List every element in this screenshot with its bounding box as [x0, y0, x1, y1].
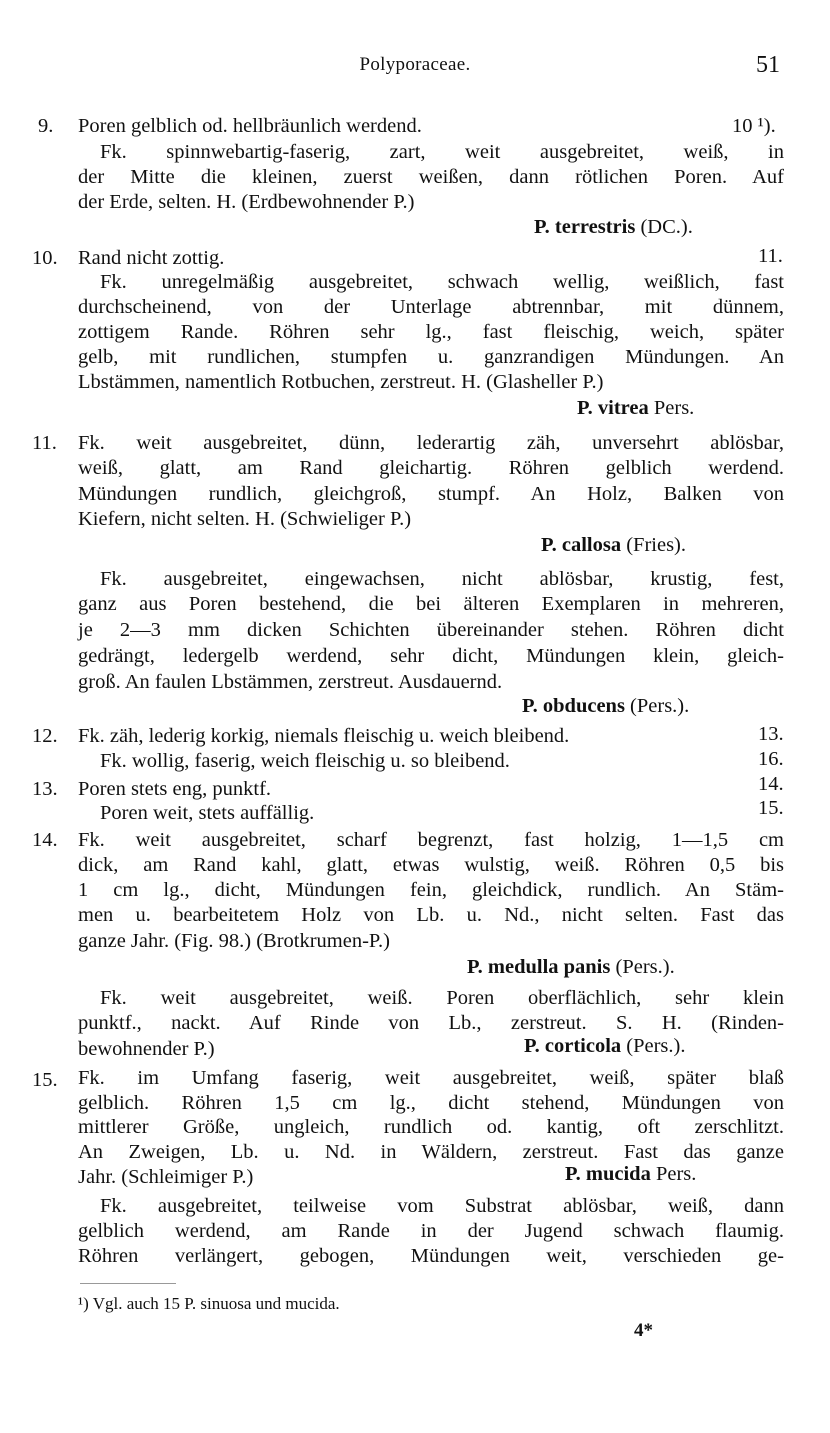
key-lead: Poren gelblich od. hellbräunlich werdend.	[78, 115, 422, 137]
key-number: 13.	[32, 778, 58, 800]
body-line: Röhren verlängert, gebogen, Mündungen weit, verschieden ge-	[78, 1245, 784, 1267]
key-lead: Poren stets eng, punktf.	[78, 778, 272, 800]
key-reference: 13.	[758, 723, 784, 745]
species-name: P. medulla panis (Pers.).	[467, 956, 675, 978]
body-line: Fk. ausgebreitet, eingewachsen, nicht ablösbar, krustig, fest,	[100, 568, 784, 590]
footnote: ¹) Vgl. auch 15 P. sinuosa und mucida.	[78, 1294, 340, 1313]
running-header: Polyporaceae.	[359, 54, 471, 75]
body-line: ganz aus Poren bestehend, die bei älteren Exemplaren in mehreren,	[78, 593, 784, 615]
key-alternative: Fk. wollig, faserig, weich fleischig u. so bleibend.	[100, 750, 510, 772]
body-line: bewohnender P.)	[78, 1038, 215, 1060]
body-line: der Erde, selten. H. (Erdbewohnender P.)	[78, 191, 415, 213]
key-alternative: Poren weit, stets auffällig.	[100, 802, 315, 824]
key-reference: 11.	[758, 245, 783, 267]
body-line: Fk. weit ausgebreitet, weiß. Poren oberflächlich, sehr klein	[100, 987, 784, 1009]
body-line: Mündungen rundlich, gleichgroß, stumpf. An Holz, Balken von	[78, 483, 784, 505]
footnote-rule	[80, 1283, 176, 1284]
body-line: gelblich werdend, am Rande in der Jugend schwach flaumig.	[78, 1220, 784, 1242]
key-number: 11.	[32, 432, 57, 454]
body-line: groß. An faulen Lbstämmen, zerstreut. Ausdauernd.	[78, 671, 503, 693]
key-number: 15.	[32, 1069, 58, 1091]
signature-mark: 4*	[634, 1320, 653, 1341]
key-lead: Fk. weit ausgebreitet, dünn, lederartig zäh, unversehrt ablösbar,	[78, 432, 784, 454]
key-lead: Rand nicht zottig.	[78, 247, 225, 269]
body-line: Fk. spinnwebartig-faserig, zart, weit ausgebreitet, weiß, in	[100, 141, 784, 163]
body-line: je 2—3 mm dicken Schichten übereinander stehen. Röhren dicht	[78, 619, 784, 641]
species-name: P. callosa (Fries).	[541, 534, 687, 556]
key-lead: Fk. weit ausgebreitet, scharf begrenzt, fast holzig, 1—1,5 cm	[78, 829, 784, 851]
key-lead: Fk. im Umfang faserig, weit ausgebreitet, weiß, später blaß	[78, 1067, 784, 1089]
body-line: durchscheinend, von der Unterlage abtrennbar, mit dünnem,	[78, 296, 784, 318]
body-line: mittlerer Größe, ungleich, rundlich od. kantig, oft zerschlitzt.	[78, 1116, 784, 1138]
species-name: P. mucida Pers.	[565, 1163, 697, 1185]
key-lead: Fk. zäh, lederig korkig, niemals fleischig u. weich bleibend.	[78, 725, 570, 747]
body-line: gelblich. Röhren 1,5 cm lg., dicht stehend, Mündungen von	[78, 1092, 784, 1114]
key-number: 12.	[32, 725, 58, 747]
species-name: P. terrestris (DC.).	[534, 216, 693, 238]
key-reference: 14.	[758, 773, 784, 795]
key-number: 14.	[32, 829, 58, 851]
body-line: gedrängt, ledergelb werdend, sehr dicht, Mündungen klein, gleich-	[78, 645, 784, 667]
body-line: dick, am Rand kahl, glatt, etwas wulstig, weiß. Röhren 0,5 bis	[78, 854, 784, 876]
page-number: 51	[756, 52, 780, 78]
species-name: P. vitrea Pers.	[577, 397, 695, 419]
body-line: men u. bearbeitetem Holz von Lb. u. Nd., nicht selten. Fast das	[78, 904, 784, 926]
body-line: An Zweigen, Lb. u. Nd. in Wäldern, zerstreut. Fast das ganze	[78, 1141, 784, 1163]
species-name: P. corticola (Pers.).	[524, 1035, 686, 1057]
key-reference: 16.	[758, 748, 784, 770]
body-line: ganze Jahr. (Fig. 98.) (Brotkrumen-P.)	[78, 930, 390, 952]
body-line: Jahr. (Schleimiger P.)	[78, 1166, 254, 1188]
body-line: punktf., nackt. Auf Rinde von Lb., zerstreut. S. H. (Rinden-	[78, 1012, 784, 1034]
body-line: der Mitte die kleinen, zuerst weißen, dann rötlichen Poren. Auf	[78, 166, 784, 188]
body-line: Fk. unregelmäßig ausgebreitet, schwach wellig, weißlich, fast	[100, 271, 784, 293]
body-line: zottigem Rande. Röhren sehr lg., fast fleischig, weich, später	[78, 321, 784, 343]
body-line: 1 cm lg., dicht, Mündungen fein, gleichdick, rundlich. An Stäm-	[78, 879, 784, 901]
key-reference: 10 ¹).	[732, 115, 776, 137]
key-number: 10.	[32, 247, 58, 269]
body-line: weiß, glatt, am Rand gleichartig. Röhren gelblich werdend.	[78, 457, 784, 479]
body-line: gelb, mit rundlichen, stumpfen u. ganzrandigen Mündungen. An	[78, 346, 784, 368]
species-name: P. obducens (Pers.).	[522, 695, 690, 717]
body-line: Fk. ausgebreitet, teilweise vom Substrat ablösbar, weiß, dann	[100, 1195, 784, 1217]
key-number: 9.	[38, 115, 54, 137]
body-line: Kiefern, nicht selten. H. (Schwieliger P.)	[78, 508, 412, 530]
body-line: Lbstämmen, namentlich Rotbuchen, zerstreut. H. (Glasheller P.)	[78, 371, 604, 393]
key-reference: 15.	[758, 797, 784, 819]
